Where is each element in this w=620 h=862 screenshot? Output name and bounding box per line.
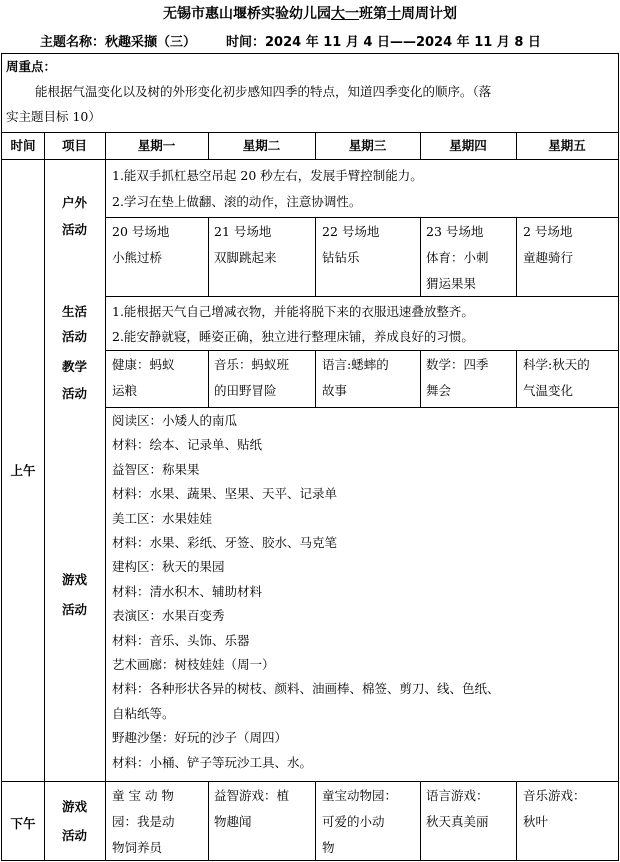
afternoon-game-label-2: 活动 xyxy=(61,828,87,843)
outdoor-goal-1: 1.能双手抓杠悬空吊起 20 秒左右，发展手臂控制能力。 xyxy=(112,168,423,183)
col-divider xyxy=(420,781,421,860)
outdoor-mon-activity: 小熊过桥 xyxy=(112,250,163,265)
afternoon-tue: 益智游戏：植 xyxy=(214,788,290,803)
header-day-tue: 星期二 xyxy=(242,138,281,153)
weekly-plan-table xyxy=(1,53,619,861)
afternoon-label: 下午 xyxy=(10,816,36,831)
subtitle xyxy=(40,31,600,50)
header-time: 时间 xyxy=(10,138,36,153)
outdoor-goal-2: 2.学习在垫上做翻、滚的动作，注意协调性。 xyxy=(112,194,362,209)
teaching-mon-cont: 运粮 xyxy=(112,383,138,398)
afternoon-wed-cont2: 物 xyxy=(322,840,335,855)
col-divider xyxy=(208,781,209,860)
area-activity-line: 材料：音乐、头饰、乐器 xyxy=(112,632,250,648)
row-divider xyxy=(2,159,618,160)
outdoor-tue-venue: 21 号场地 xyxy=(214,224,272,239)
col-divider xyxy=(516,350,517,407)
title-school: 无锡市惠山堰桥实验幼儿园 xyxy=(163,6,331,22)
date-range: 时间：2024 年 11 月 4 日——2024 年 11 月 8 日 xyxy=(226,35,541,50)
teaching-fri-cont: 气温变化 xyxy=(523,383,574,398)
outdoor-thu-activity: 体育：小刺 xyxy=(426,250,489,265)
afternoon-wed: 童宝动物园： xyxy=(322,788,398,803)
afternoon-game-label-1: 游戏 xyxy=(61,799,87,814)
page-title xyxy=(0,3,620,23)
life-goal-2: 2.能安静就寝，睡姿正确，独立进行整理床铺，养成良好的习惯。 xyxy=(112,329,474,344)
focus-text-line2: 实主题目标 10） xyxy=(6,109,101,124)
outdoor-fri-venue: 2 号场地 xyxy=(523,224,573,239)
area-activity-line: 表演区：水果百变秀 xyxy=(112,608,225,624)
teaching-tue: 音乐：蚂蚁班 xyxy=(214,357,290,372)
outdoor-wed-venue: 22 号场地 xyxy=(322,224,380,239)
afternoon-thu-cont: 秋天真美丽 xyxy=(426,814,489,829)
teaching-label-2: 活动 xyxy=(61,386,87,401)
outdoor-thu-activity-cont: 猬运果果 xyxy=(426,276,477,291)
afternoon-fri-cont: 秋叶 xyxy=(523,814,549,829)
row-divider xyxy=(105,407,618,408)
teaching-mon: 健康：蚂蚁 xyxy=(112,357,175,372)
game-label-1: 游戏 xyxy=(61,572,87,587)
row-divider xyxy=(2,781,618,782)
col-divider xyxy=(420,350,421,407)
afternoon-wed-cont: 可爱的小动 xyxy=(322,814,385,829)
game-label-2: 活动 xyxy=(61,602,87,617)
outdoor-thu-venue: 23 号场地 xyxy=(426,224,484,239)
teaching-thu-cont: 舞会 xyxy=(426,383,452,398)
teaching-wed-cont: 故事 xyxy=(322,383,348,398)
area-activity-line: 材料：水果、彩纸、牙签、胶水、马克笔 xyxy=(112,535,338,550)
outdoor-fri-activity: 童趣骑行 xyxy=(523,250,574,265)
col-divider xyxy=(315,217,316,296)
life-label-1: 生活 xyxy=(61,304,87,319)
morning-label: 上午 xyxy=(10,463,36,478)
afternoon-mon-cont2: 物饲养员 xyxy=(112,840,163,855)
col-divider xyxy=(208,350,209,407)
area-activity-line: 自粘纸等。 xyxy=(112,705,175,721)
row-divider xyxy=(2,132,618,133)
outdoor-label-2: 活动 xyxy=(61,222,87,237)
area-activity-line: 美工区：水果娃娃 xyxy=(112,510,213,526)
header-day-mon: 星期一 xyxy=(137,138,176,153)
afternoon-mon-cont: 园：我是动 xyxy=(112,814,175,829)
header-day-wed: 星期三 xyxy=(348,138,387,153)
header-day-thu: 星期四 xyxy=(449,138,487,153)
area-activity-line: 材料：小桶、铲子等玩沙工具、水。 xyxy=(112,754,313,770)
focus-heading: 周重点： xyxy=(6,59,57,74)
col-divider xyxy=(208,217,209,296)
afternoon-mon: 童 宝 动 物 xyxy=(112,788,174,803)
teaching-thu: 数学：四季 xyxy=(426,357,489,372)
teaching-fri: 科学:秋天的 xyxy=(523,357,590,372)
outdoor-wed-activity: 钻钻乐 xyxy=(322,250,360,265)
title-suffix: 周周计划 xyxy=(401,6,457,22)
outdoor-divider xyxy=(105,217,618,218)
title-week: 十 xyxy=(387,6,401,22)
outdoor-mon-venue: 20 号场地 xyxy=(112,224,170,239)
header-item: 项目 xyxy=(61,138,87,153)
afternoon-fri: 音乐游戏： xyxy=(523,788,586,803)
teaching-tue-cont: 的田野冒险 xyxy=(214,383,277,398)
life-goal-1: 1.能根据天气自己增减衣物，并能将脱下来的衣服迅速叠放整齐。 xyxy=(112,304,474,319)
area-activity-line: 材料：水果、蔬果、坚果、天平、记录单 xyxy=(112,486,338,502)
life-label-2: 活动 xyxy=(61,329,87,344)
col-divider xyxy=(420,217,421,296)
afternoon-tue-cont: 物趣闻 xyxy=(214,814,252,829)
area-activity-line: 阅读区：小矮人的南瓜 xyxy=(112,413,238,428)
area-activity-line: 建构区：秋天的果园 xyxy=(112,559,225,575)
row-divider xyxy=(105,350,618,351)
row-divider xyxy=(105,296,618,297)
afternoon-thu: 语言游戏： xyxy=(426,788,489,803)
area-activity-line: 材料：清水积木、辅助材料 xyxy=(112,583,263,599)
col-divider xyxy=(315,781,316,860)
theme-name: 主题名称：秋趣采撷（三） xyxy=(40,35,197,50)
title-class: 大一 xyxy=(331,6,359,22)
header-day-fri: 星期五 xyxy=(548,138,586,153)
col-divider xyxy=(105,132,106,860)
area-activity-line: 益智区：称果果 xyxy=(112,461,200,477)
focus-text-line1: 能根据气温变化以及树的外形变化初步感知四季的特点，知道四季变化的顺序。（落 xyxy=(35,84,492,99)
outdoor-tue-activity: 双脚跳起来 xyxy=(214,250,277,265)
outdoor-label-1: 户外 xyxy=(61,195,87,210)
area-activity-line: 艺术画廊：树枝娃娃（周一） xyxy=(112,657,275,672)
col-divider xyxy=(516,781,517,860)
area-activity-line: 野趣沙堡：好玩的沙子（周四） xyxy=(112,730,288,746)
teaching-label-1: 教学 xyxy=(61,359,87,374)
col-divider xyxy=(315,350,316,407)
title-middle: 班第 xyxy=(359,6,387,22)
col-divider xyxy=(516,217,517,296)
area-activity-line: 材料：绘本、记录单、贴纸 xyxy=(112,437,263,453)
teaching-wed: 语言:蟋蟀的 xyxy=(322,357,389,372)
area-activity-line: 材料：各种形状各异的树枝、颜料、油画棒、棉签、剪刀、线、色纸、 xyxy=(112,681,500,697)
